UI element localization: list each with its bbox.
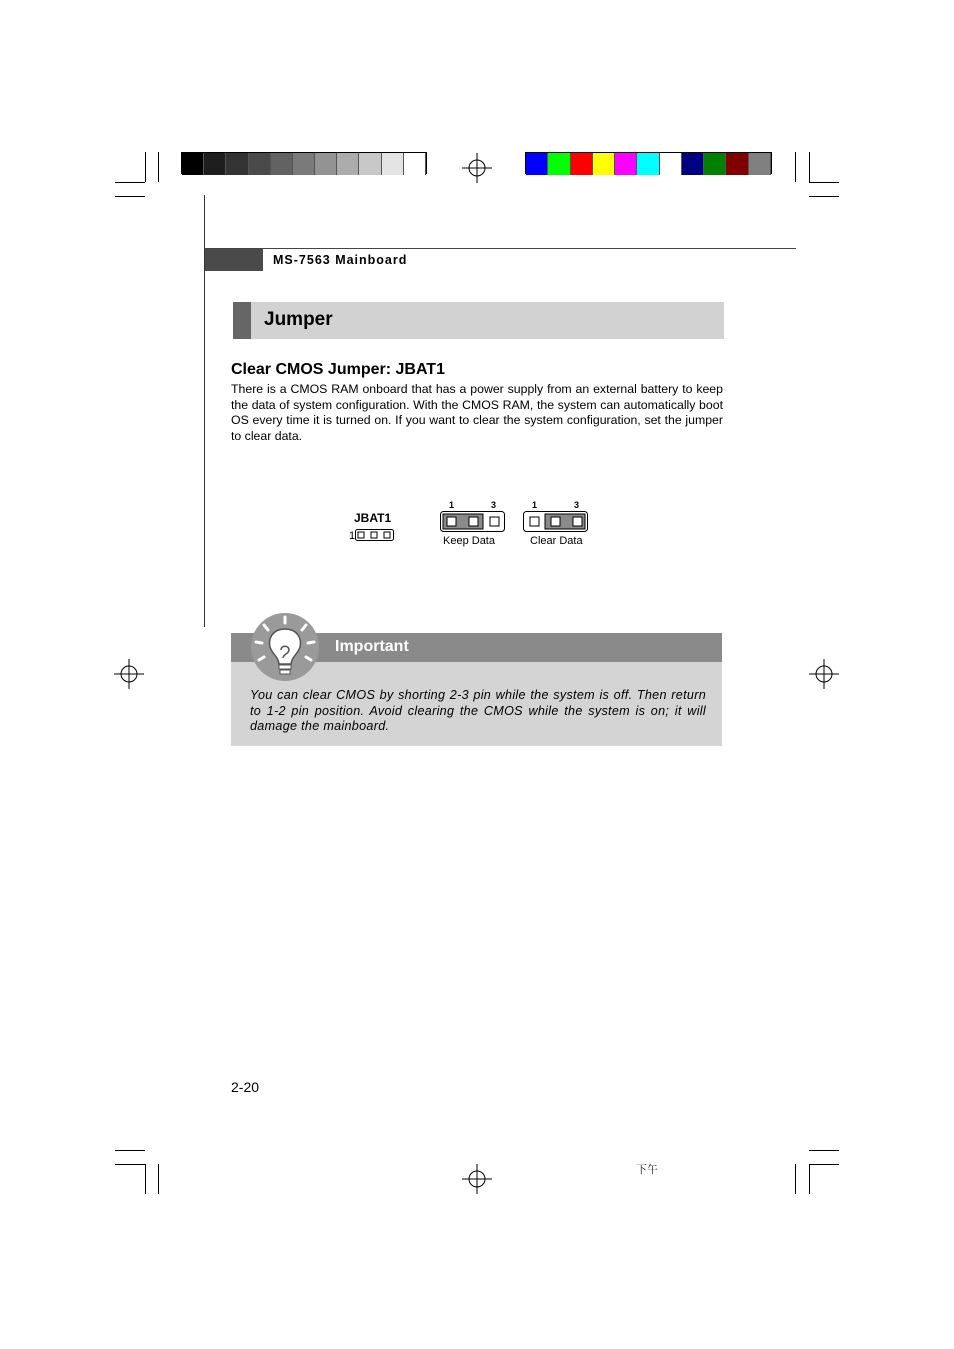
color-swatch [526,153,548,175]
section-title-tab [233,302,251,339]
header-model: MS-7563 Mainboard [273,253,408,267]
color-swatch [660,153,682,175]
color-swatch [682,153,704,175]
keep-pin-left-label: 1 [449,500,455,510]
color-swatch [749,153,771,175]
clear-pin-right-label: 3 [574,500,580,510]
gray-swatch [249,153,271,175]
registration-target-icon [462,1164,492,1194]
gray-swatch [337,153,359,175]
section-title: Jumper [264,309,333,330]
color-calibration-bar [525,152,772,174]
registration-target-icon [809,659,839,689]
clear-data-jumper-icon [523,511,589,533]
gray-swatch [315,153,337,175]
color-swatch [571,153,593,175]
keep-data-caption: Keep Data [443,535,495,547]
page-number: 2-20 [231,1079,260,1095]
color-swatch [615,153,637,175]
color-swatch [548,153,570,175]
gray-swatch [293,153,315,175]
important-title: Important [335,638,409,655]
header-tab [205,249,263,271]
gray-swatch [271,153,293,175]
keep-pin-right-label: 3 [491,500,497,510]
registration-target-icon [462,153,492,183]
gray-swatch [204,153,226,175]
gray-swatch [182,153,204,175]
header-rule [204,248,796,249]
gray-swatch [226,153,248,175]
connector-label: JBAT1 [354,511,392,525]
pin-one-label: 1 [349,530,356,542]
keep-data-jumper-icon [440,511,506,533]
connector-pins-icon [355,529,395,542]
gray-swatch [382,153,404,175]
color-swatch [726,153,748,175]
jumper-heading: Clear CMOS Jumper: JBAT1 [231,361,445,378]
important-text: You can clear CMOS by shorting 2-3 pin while the system is off. Then return to 1-2 pin position. Avoid clearing the CMOS while the system is on; it will damage the mainboard. [250,688,706,734]
clear-pin-left-label: 1 [532,500,538,510]
gray-swatch [404,153,426,175]
gray-swatch [359,153,381,175]
jumper-description: There is a CMOS RAM onboard that has a power supply from an external battery to keep the data of system configuration. With the CMOS RAM, the system can automatically boot OS every time it is turned on. If you want to clear the system configuration, set the jumper to clear data. [231,382,723,443]
color-swatch [704,153,726,175]
lightbulb-icon [250,612,320,682]
footer-mark: 下午 [636,1164,658,1176]
grayscale-calibration-bar [181,152,427,174]
clear-data-caption: Clear Data [530,535,583,547]
color-swatch [637,153,659,175]
registration-target-icon [114,659,144,689]
color-swatch [593,153,615,175]
